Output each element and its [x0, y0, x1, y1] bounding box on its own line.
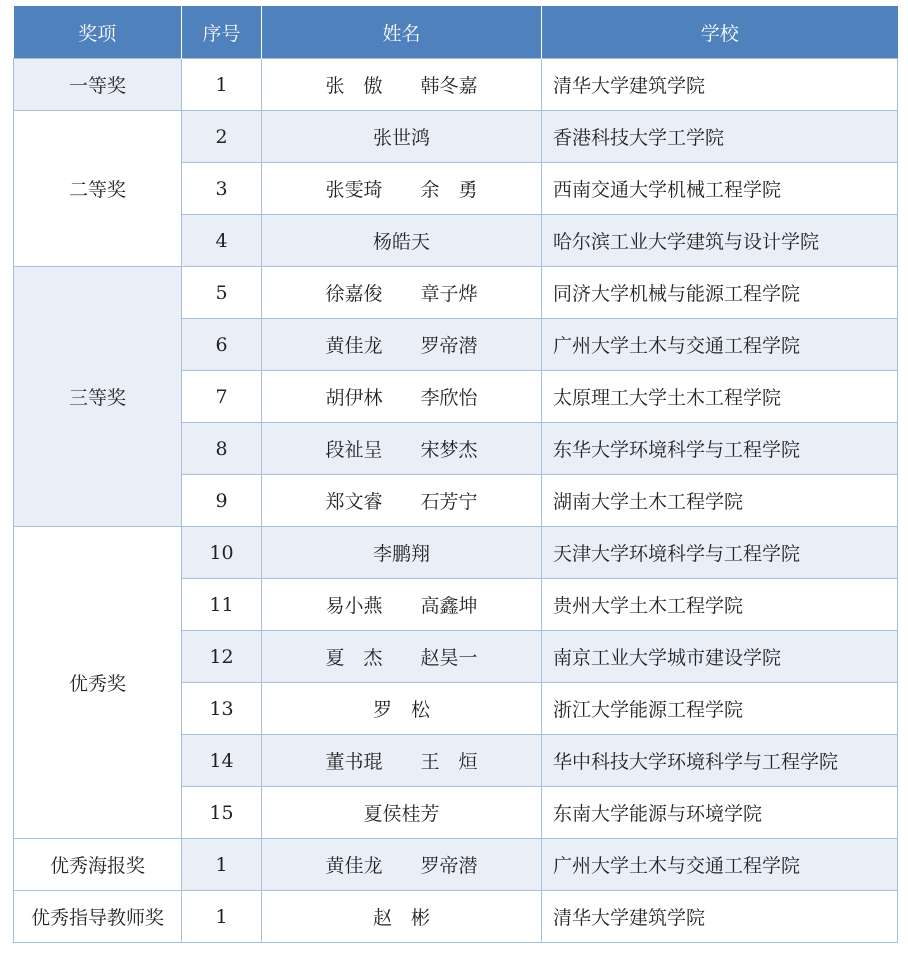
person-name: 罗帝潜	[420, 855, 478, 877]
name-group	[262, 487, 541, 514]
person-name: 罗 松	[372, 699, 430, 721]
table-header	[14, 6, 898, 59]
school-cell: 太原理工大学土木工程学院	[542, 371, 898, 423]
name-group	[262, 643, 541, 670]
number-cell: 5	[182, 267, 262, 319]
person-name: 夏 杰	[325, 647, 383, 669]
name-group	[262, 279, 541, 306]
person-name: 徐嘉俊	[325, 283, 383, 305]
number-cell: 14	[182, 735, 262, 787]
school-cell: 贵州大学土木工程学院	[542, 579, 898, 631]
table-row	[14, 59, 898, 111]
person-name: 易小燕	[325, 595, 383, 617]
name-cell	[262, 59, 542, 111]
name-group	[262, 903, 541, 930]
name-group	[262, 799, 541, 826]
person-name: 郑文睿	[325, 491, 383, 513]
number-cell: 4	[182, 215, 262, 267]
name-cell	[262, 683, 542, 735]
award-cell: 优秀奖	[14, 527, 182, 839]
number-cell: 2	[182, 111, 262, 163]
table-row	[14, 891, 898, 943]
person-name: 段祉呈	[325, 439, 383, 461]
school-cell: 同济大学机械与能源工程学院	[542, 267, 898, 319]
name-group	[262, 435, 541, 462]
name-cell	[262, 423, 542, 475]
person-name: 张世鸿	[372, 127, 430, 149]
name-cell	[262, 215, 542, 267]
name-group	[262, 695, 541, 722]
person-name: 宋梦杰	[420, 439, 478, 461]
name-cell	[262, 267, 542, 319]
number-cell: 13	[182, 683, 262, 735]
school-cell: 香港科技大学工学院	[542, 111, 898, 163]
number-cell: 6	[182, 319, 262, 371]
person-name: 董书琨	[325, 751, 383, 773]
school-cell: 西南交通大学机械工程学院	[542, 163, 898, 215]
school-cell: 湖南大学土木工程学院	[542, 475, 898, 527]
header-award: 奖项	[14, 6, 182, 59]
school-cell: 天津大学环境科学与工程学院	[542, 527, 898, 579]
number-cell: 12	[182, 631, 262, 683]
person-name: 王 烜	[420, 751, 478, 773]
name-cell	[262, 839, 542, 891]
person-name: 余 勇	[420, 179, 478, 201]
table-row	[14, 527, 898, 579]
number-cell: 7	[182, 371, 262, 423]
person-name: 韩冬嘉	[420, 75, 478, 97]
number-cell: 15	[182, 787, 262, 839]
person-name: 张雯琦	[325, 179, 383, 201]
number-cell: 3	[182, 163, 262, 215]
name-group	[262, 175, 541, 202]
person-name: 高鑫坤	[420, 595, 478, 617]
person-name: 李鹏翔	[372, 543, 430, 565]
number-cell: 1	[182, 839, 262, 891]
name-cell	[262, 111, 542, 163]
header-no: 序号	[182, 6, 262, 59]
person-name: 夏侯桂芳	[363, 803, 440, 825]
school-cell: 广州大学土木与交通工程学院	[542, 839, 898, 891]
person-name: 黄佳龙	[325, 855, 383, 877]
award-cell: 优秀海报奖	[14, 839, 182, 891]
name-group	[262, 539, 541, 566]
name-group	[262, 123, 541, 150]
award-cell: 三等奖	[14, 267, 182, 527]
number-cell: 1	[182, 891, 262, 943]
person-name: 胡伊林	[325, 387, 383, 409]
number-cell: 10	[182, 527, 262, 579]
name-group	[262, 331, 541, 358]
person-name: 黄佳龙	[325, 335, 383, 357]
name-cell	[262, 891, 542, 943]
name-cell	[262, 735, 542, 787]
school-cell: 清华大学建筑学院	[542, 891, 898, 943]
person-name: 杨皓天	[372, 231, 430, 253]
number-cell: 11	[182, 579, 262, 631]
school-cell: 南京工业大学城市建设学院	[542, 631, 898, 683]
name-group	[262, 851, 541, 878]
name-cell	[262, 475, 542, 527]
number-cell: 8	[182, 423, 262, 475]
award-table	[13, 6, 898, 943]
person-name: 章子烨	[420, 283, 478, 305]
award-cell: 二等奖	[14, 111, 182, 267]
person-name: 赵 彬	[372, 907, 430, 929]
school-cell: 广州大学土木与交通工程学院	[542, 319, 898, 371]
header-row	[14, 6, 898, 59]
name-cell	[262, 631, 542, 683]
name-cell	[262, 163, 542, 215]
name-group	[262, 747, 541, 774]
table-row	[14, 111, 898, 163]
school-cell: 浙江大学能源工程学院	[542, 683, 898, 735]
table-row	[14, 267, 898, 319]
school-cell: 哈尔滨工业大学建筑与设计学院	[542, 215, 898, 267]
person-name: 石芳宁	[420, 491, 478, 513]
name-group	[262, 383, 541, 410]
name-cell	[262, 579, 542, 631]
name-cell	[262, 527, 542, 579]
header-school: 学校	[542, 6, 898, 59]
header-name: 姓名	[262, 6, 542, 59]
person-name: 赵昊一	[420, 647, 478, 669]
name-group	[262, 227, 541, 254]
table-body	[14, 59, 898, 943]
award-cell: 一等奖	[14, 59, 182, 111]
person-name: 李欣怡	[420, 387, 478, 409]
person-name: 罗帝潜	[420, 335, 478, 357]
name-cell	[262, 319, 542, 371]
name-group	[262, 71, 541, 98]
award-cell: 优秀指导教师奖	[14, 891, 182, 943]
person-name: 张 傲	[325, 75, 383, 97]
name-cell	[262, 787, 542, 839]
school-cell: 东南大学能源与环境学院	[542, 787, 898, 839]
name-cell	[262, 371, 542, 423]
school-cell: 清华大学建筑学院	[542, 59, 898, 111]
table-row	[14, 839, 898, 891]
school-cell: 华中科技大学环境科学与工程学院	[542, 735, 898, 787]
number-cell: 1	[182, 59, 262, 111]
number-cell: 9	[182, 475, 262, 527]
school-cell: 东华大学环境科学与工程学院	[542, 423, 898, 475]
name-group	[262, 591, 541, 618]
